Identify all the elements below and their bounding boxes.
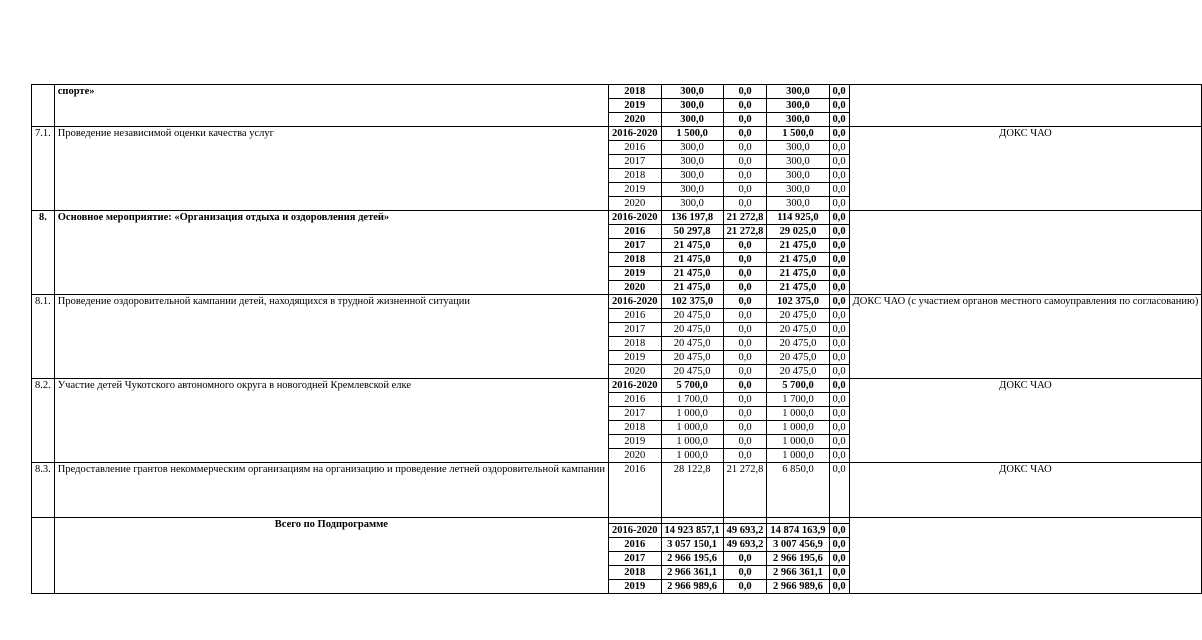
regional-budget-cell: 5 700,0 [767, 379, 829, 393]
year-cell: 2018 [609, 337, 662, 351]
federal-budget-cell: 49 693,2 [723, 538, 767, 552]
year-cell: 2016 [609, 309, 662, 323]
regional-budget-cell: 21 475,0 [767, 253, 829, 267]
activity-name-cell: Предоставление грантов некоммерческим организациям на организацию и проведение летней оздоровительной кампании [54, 463, 608, 518]
federal-budget-cell: 21 272,8 [723, 463, 767, 518]
executor-cell [849, 518, 1202, 594]
row-index-cell [32, 518, 55, 594]
row-index-cell: 7.1. [32, 127, 55, 211]
regional-budget-cell: 1 000,0 [767, 421, 829, 435]
year-cell: 2017 [609, 552, 662, 566]
year-cell: 2018 [609, 169, 662, 183]
federal-budget-cell: 0,0 [723, 253, 767, 267]
federal-budget-cell: 49 693,2 [723, 524, 767, 538]
federal-budget-cell: 0,0 [723, 281, 767, 295]
regional-budget-cell: 14 874 163,9 [767, 524, 829, 538]
local-budget-cell: 0,0 [829, 127, 849, 141]
local-budget-cell: 0,0 [829, 351, 849, 365]
year-cell: 2019 [609, 267, 662, 281]
table-row [32, 463, 1202, 518]
total-cell: 21 475,0 [661, 239, 723, 253]
local-budget-cell: 0,0 [829, 253, 849, 267]
table-row [32, 127, 1202, 141]
federal-budget-cell: 0,0 [723, 552, 767, 566]
local-budget-cell: 0,0 [829, 267, 849, 281]
regional-budget-cell: 20 475,0 [767, 309, 829, 323]
total-cell: 21 475,0 [661, 253, 723, 267]
local-budget-cell: 0,0 [829, 281, 849, 295]
year-cell: 2016 [609, 141, 662, 155]
table-row [32, 211, 1202, 225]
total-cell: 300,0 [661, 197, 723, 211]
local-budget-cell: 0,0 [829, 580, 849, 594]
total-cell: 300,0 [661, 141, 723, 155]
year-cell: 2019 [609, 580, 662, 594]
year-cell: 2018 [609, 566, 662, 580]
table-row [32, 379, 1202, 393]
total-cell: 21 475,0 [661, 267, 723, 281]
local-budget-cell: 0,0 [829, 239, 849, 253]
grand-total-label: Всего по Подпрограмме [54, 518, 608, 594]
total-cell: 21 475,0 [661, 281, 723, 295]
federal-budget-cell: 0,0 [723, 141, 767, 155]
total-cell: 20 475,0 [661, 337, 723, 351]
year-cell: 2016-2020 [609, 295, 662, 309]
regional-budget-cell: 21 475,0 [767, 281, 829, 295]
regional-budget-cell: 102 375,0 [767, 295, 829, 309]
federal-budget-cell: 0,0 [723, 323, 767, 337]
regional-budget-cell: 300,0 [767, 141, 829, 155]
year-cell: 2016 [609, 393, 662, 407]
federal-budget-cell: 21 272,8 [723, 211, 767, 225]
federal-budget-cell: 0,0 [723, 407, 767, 421]
total-cell: 2 966 361,1 [661, 566, 723, 580]
local-budget-cell: 0,0 [829, 393, 849, 407]
local-budget-cell: 0,0 [829, 225, 849, 239]
year-cell: 2020 [609, 113, 662, 127]
total-cell: 2 966 989,6 [661, 580, 723, 594]
local-budget-cell: 0,0 [829, 309, 849, 323]
year-cell: 2019 [609, 183, 662, 197]
local-budget-cell: 0,0 [829, 85, 849, 99]
local-budget-cell: 0,0 [829, 379, 849, 393]
regional-budget-cell: 300,0 [767, 197, 829, 211]
regional-budget-cell: 6 850,0 [767, 463, 829, 518]
regional-budget-cell: 21 475,0 [767, 239, 829, 253]
year-cell: 2018 [609, 253, 662, 267]
federal-budget-cell: 0,0 [723, 337, 767, 351]
year-cell: 2016-2020 [609, 524, 662, 538]
federal-budget-cell: 0,0 [723, 421, 767, 435]
regional-budget-cell: 2 966 361,1 [767, 566, 829, 580]
federal-budget-cell: 21 272,8 [723, 225, 767, 239]
executor-cell: ДОКС ЧАО [849, 463, 1202, 518]
year-cell: 2020 [609, 197, 662, 211]
total-cell: 1 000,0 [661, 407, 723, 421]
executor-cell: ДОКС ЧАО [849, 127, 1202, 211]
regional-budget-cell: 2 966 989,6 [767, 580, 829, 594]
year-cell: 2017 [609, 239, 662, 253]
total-cell: 300,0 [661, 183, 723, 197]
regional-budget-cell: 20 475,0 [767, 337, 829, 351]
federal-budget-cell: 0,0 [723, 379, 767, 393]
row-index-cell: 8.3. [32, 463, 55, 518]
federal-budget-cell: 0,0 [723, 566, 767, 580]
total-cell: 14 923 857,1 [661, 524, 723, 538]
local-budget-cell: 0,0 [829, 524, 849, 538]
regional-budget-cell: 300,0 [767, 113, 829, 127]
local-budget-cell: 0,0 [829, 155, 849, 169]
total-cell: 20 475,0 [661, 309, 723, 323]
regional-budget-cell: 300,0 [767, 169, 829, 183]
federal-budget-cell: 0,0 [723, 580, 767, 594]
regional-budget-cell: 300,0 [767, 99, 829, 113]
regional-budget-cell: 1 700,0 [767, 393, 829, 407]
total-cell: 5 700,0 [661, 379, 723, 393]
year-cell: 2017 [609, 407, 662, 421]
local-budget-cell: 0,0 [829, 538, 849, 552]
activity-name-cell: Проведение оздоровительной кампании детей, находящихся в трудной жизненной ситуации [54, 295, 608, 379]
local-budget-cell: 0,0 [829, 323, 849, 337]
total-cell: 1 700,0 [661, 393, 723, 407]
local-budget-cell: 0,0 [829, 421, 849, 435]
federal-budget-cell: 0,0 [723, 155, 767, 169]
regional-budget-cell: 1 000,0 [767, 449, 829, 463]
federal-budget-cell: 0,0 [723, 183, 767, 197]
activity-name-cell: Проведение независимой оценки качества услуг [54, 127, 608, 211]
total-cell: 1 000,0 [661, 449, 723, 463]
local-budget-cell: 0,0 [829, 407, 849, 421]
regional-budget-cell: 300,0 [767, 85, 829, 99]
row-index-cell [32, 85, 55, 127]
regional-budget-cell: 20 475,0 [767, 323, 829, 337]
executor-cell: ДОКС ЧАО (с участием органов местного самоуправления по согласованию) [849, 295, 1202, 379]
year-cell: 2020 [609, 449, 662, 463]
total-cell: 20 475,0 [661, 323, 723, 337]
federal-budget-cell: 0,0 [723, 85, 767, 99]
total-cell: 50 297,8 [661, 225, 723, 239]
federal-budget-cell: 0,0 [723, 239, 767, 253]
regional-budget-cell: 300,0 [767, 183, 829, 197]
total-cell: 2 966 195,6 [661, 552, 723, 566]
federal-budget-cell: 0,0 [723, 197, 767, 211]
activity-name-cell: спорте» [54, 85, 608, 127]
regional-budget-cell: 1 500,0 [767, 127, 829, 141]
regional-budget-cell: 21 475,0 [767, 267, 829, 281]
total-cell: 300,0 [661, 113, 723, 127]
regional-budget-cell: 1 000,0 [767, 407, 829, 421]
year-cell: 2018 [609, 421, 662, 435]
total-cell: 3 057 150,1 [661, 538, 723, 552]
total-cell: 300,0 [661, 155, 723, 169]
year-cell: 2016 [609, 463, 662, 518]
year-cell: 2016-2020 [609, 127, 662, 141]
local-budget-cell: 0,0 [829, 113, 849, 127]
local-budget-cell: 0,0 [829, 552, 849, 566]
regional-budget-cell: 2 966 195,6 [767, 552, 829, 566]
local-budget-cell: 0,0 [829, 566, 849, 580]
federal-budget-cell: 0,0 [723, 351, 767, 365]
row-index-cell: 8.2. [32, 379, 55, 463]
executor-cell: ДОКС ЧАО [849, 379, 1202, 463]
row-index-cell: 8. [32, 211, 55, 295]
activity-name-cell: Участие детей Чукотского автономного округа в новогодней Кремлевской елке [54, 379, 608, 463]
activity-name-cell: Основное мероприятие: «Организация отдыха и оздоровления детей» [54, 211, 608, 295]
local-budget-cell: 0,0 [829, 463, 849, 518]
year-cell: 2019 [609, 351, 662, 365]
year-cell: 2019 [609, 99, 662, 113]
total-cell: 102 375,0 [661, 295, 723, 309]
federal-budget-cell: 0,0 [723, 113, 767, 127]
local-budget-cell: 0,0 [829, 295, 849, 309]
year-cell: 2016-2020 [609, 211, 662, 225]
year-cell: 2020 [609, 281, 662, 295]
total-cell: 1 000,0 [661, 435, 723, 449]
total-cell: 300,0 [661, 85, 723, 99]
federal-budget-cell: 0,0 [723, 449, 767, 463]
total-cell: 28 122,8 [661, 463, 723, 518]
regional-budget-cell: 300,0 [767, 155, 829, 169]
local-budget-cell: 0,0 [829, 141, 849, 155]
row-index-cell: 8.1. [32, 295, 55, 379]
local-budget-cell: 0,0 [829, 449, 849, 463]
regional-budget-cell: 114 925,0 [767, 211, 829, 225]
year-cell: 2017 [609, 323, 662, 337]
local-budget-cell: 0,0 [829, 183, 849, 197]
total-cell: 20 475,0 [661, 365, 723, 379]
federal-budget-cell: 0,0 [723, 393, 767, 407]
local-budget-cell: 0,0 [829, 99, 849, 113]
local-budget-cell: 0,0 [829, 337, 849, 351]
total-cell: 1 500,0 [661, 127, 723, 141]
federal-budget-cell: 0,0 [723, 295, 767, 309]
year-cell: 2016 [609, 538, 662, 552]
federal-budget-cell: 0,0 [723, 365, 767, 379]
year-cell: 2020 [609, 365, 662, 379]
regional-budget-cell: 20 475,0 [767, 351, 829, 365]
federal-budget-cell: 0,0 [723, 435, 767, 449]
federal-budget-cell: 0,0 [723, 127, 767, 141]
regional-budget-cell: 1 000,0 [767, 435, 829, 449]
local-budget-cell: 0,0 [829, 197, 849, 211]
budget-table-body [32, 85, 1202, 594]
federal-budget-cell: 0,0 [723, 309, 767, 323]
year-cell: 2016-2020 [609, 379, 662, 393]
year-cell: 2019 [609, 435, 662, 449]
executor-cell [849, 211, 1202, 295]
local-budget-cell: 0,0 [829, 211, 849, 225]
year-cell: 2016 [609, 225, 662, 239]
local-budget-cell: 0,0 [829, 365, 849, 379]
budget-table [31, 84, 1202, 594]
total-cell: 20 475,0 [661, 351, 723, 365]
local-budget-cell: 0,0 [829, 169, 849, 183]
total-cell: 300,0 [661, 99, 723, 113]
table-row [32, 85, 1202, 99]
federal-budget-cell: 0,0 [723, 169, 767, 183]
local-budget-cell: 0,0 [829, 435, 849, 449]
federal-budget-cell: 0,0 [723, 99, 767, 113]
table-row [32, 295, 1202, 309]
regional-budget-cell: 29 025,0 [767, 225, 829, 239]
regional-budget-cell: 20 475,0 [767, 365, 829, 379]
executor-cell [849, 85, 1202, 127]
federal-budget-cell: 0,0 [723, 267, 767, 281]
regional-budget-cell: 3 007 456,9 [767, 538, 829, 552]
total-cell: 300,0 [661, 169, 723, 183]
total-cell: 1 000,0 [661, 421, 723, 435]
total-cell: 136 197,8 [661, 211, 723, 225]
year-cell: 2017 [609, 155, 662, 169]
year-cell: 2018 [609, 85, 662, 99]
